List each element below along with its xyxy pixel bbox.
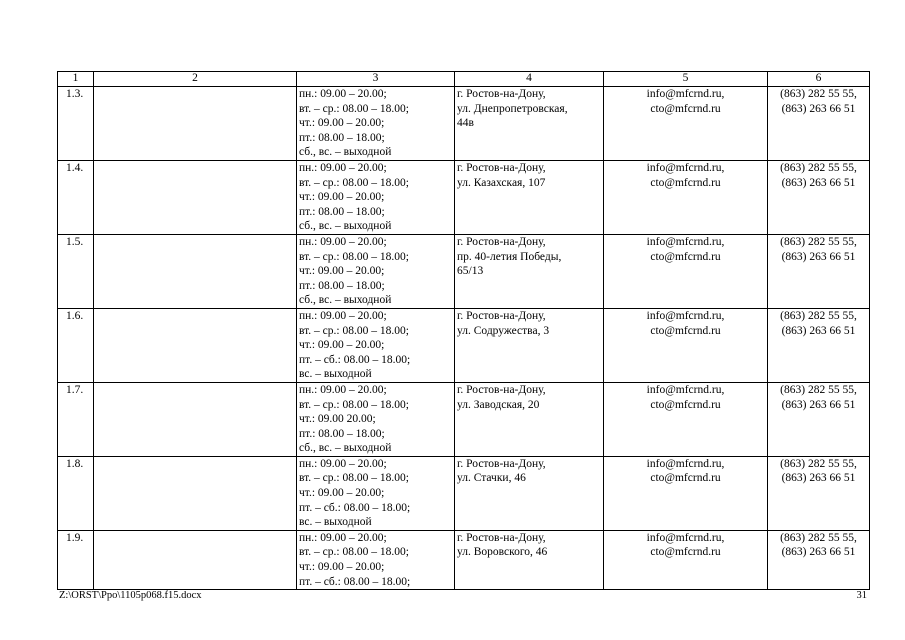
address-line: г. Ростов-на-Дону, (457, 309, 546, 322)
schedule-line: вт. – ср.: 08.00 – 18.00; (299, 102, 409, 115)
email-cell (604, 308, 768, 382)
schedule-line: вт. – ср.: 08.00 – 18.00; (299, 250, 409, 263)
phone-cell (768, 530, 870, 589)
schedule-cell (297, 87, 455, 161)
schedule-line: вс. – выходной (299, 516, 372, 529)
address-line: г. Ростов-на-Дону, (457, 88, 546, 100)
row-number-cell: 1.9. (58, 530, 94, 589)
phone-cell (768, 234, 870, 308)
schedule-line: сб., вс. – выходной (299, 146, 392, 159)
table-row (58, 161, 870, 235)
name-cell (94, 530, 297, 589)
email-cell (604, 234, 768, 308)
schedule-line: пн.: 09.00 – 20.00; (299, 383, 387, 396)
column-header-6: 6 (768, 72, 870, 87)
table-body (58, 87, 870, 590)
email-cell (604, 456, 768, 530)
address-cell (455, 161, 604, 235)
row-number-cell: 1.3. (58, 87, 94, 161)
schedule-cell (297, 456, 455, 530)
schedule-cell (297, 308, 455, 382)
table-row (58, 87, 870, 161)
row-number-cell: 1.5. (58, 234, 94, 308)
phone-cell (768, 456, 870, 530)
email-line: info@mfcrnd.ru, (646, 531, 725, 544)
address-line: 65/13 (457, 265, 484, 278)
schedule-line: пн.: 09.00 – 20.00; (299, 235, 387, 248)
email-line: cto@mfcrnd.ru (650, 250, 721, 263)
email-line: info@mfcrnd.ru, (646, 88, 725, 100)
address-line: г. Ростов-на-Дону, (457, 531, 546, 544)
address-line: 44в (457, 117, 474, 130)
email-line: cto@mfcrnd.ru (650, 546, 721, 559)
email-line: info@mfcrnd.ru, (646, 309, 725, 322)
schedule-cell (297, 234, 455, 308)
address-cell (455, 456, 604, 530)
phone-line: (863) 282 55 55, (780, 162, 857, 174)
email-cell (604, 530, 768, 589)
phone-line: (863) 282 55 55, (780, 88, 857, 100)
schedule-line: сб., вс. – выходной (299, 220, 392, 233)
name-cell (94, 308, 297, 382)
schedule-cell (297, 382, 455, 456)
phone-line: (863) 282 55 55, (780, 457, 857, 470)
schedule-line: вт. – ср.: 08.00 – 18.00; (299, 546, 409, 559)
column-header-2: 2 (94, 72, 297, 87)
row-number-cell: 1.6. (58, 308, 94, 382)
phone-line: (863) 263 66 51 (781, 546, 856, 559)
phone-line: (863) 263 66 51 (781, 102, 856, 115)
schedule-line: пт.: 08.00 – 18.00; (299, 279, 385, 292)
schedule-line: пт.: 08.00 – 18.00; (299, 131, 385, 144)
address-line: ул. Казахская, 107 (457, 176, 546, 189)
name-cell (94, 87, 297, 161)
schedule-line: чт.: 09.00 – 20.00; (299, 117, 385, 130)
table-row (58, 456, 870, 530)
email-cell (604, 87, 768, 161)
row-number-cell: 1.8. (58, 456, 94, 530)
column-header-5: 5 (604, 72, 768, 87)
email-cell (604, 161, 768, 235)
address-cell (455, 234, 604, 308)
schedule-cell (297, 161, 455, 235)
phone-line: (863) 282 55 55, (780, 383, 857, 396)
phone-line: (863) 263 66 51 (781, 250, 856, 263)
schedule-line: вт. – ср.: 08.00 – 18.00; (299, 176, 409, 189)
address-cell (455, 87, 604, 161)
address-line: ул. Днепропетровская, (457, 102, 568, 115)
email-line: cto@mfcrnd.ru (650, 176, 721, 189)
phone-cell (768, 87, 870, 161)
schedule-line: пт. – сб.: 08.00 – 18.00; (299, 353, 411, 366)
address-line: г. Ростов-на-Дону, (457, 457, 546, 470)
address-cell (455, 382, 604, 456)
phone-line: (863) 263 66 51 (781, 324, 856, 337)
schedule-line: пт. – сб.: 08.00 – 18.00; (299, 501, 411, 514)
schedule-line: чт.: 09.00 – 20.00; (299, 265, 385, 278)
row-number-cell: 1.7. (58, 382, 94, 456)
address-line: пр. 40-летия Победы, (457, 250, 562, 263)
column-header-4: 4 (455, 72, 604, 87)
schedule-cell (297, 530, 455, 589)
footer-page-number: 31 (856, 590, 867, 601)
name-cell (94, 456, 297, 530)
schedule-line: сб., вс. – выходной (299, 442, 392, 455)
table-row (58, 234, 870, 308)
email-line: info@mfcrnd.ru, (646, 162, 725, 174)
address-line: ул. Стачки, 46 (457, 472, 526, 485)
table-header-row (58, 72, 870, 87)
schedule-line: пт.: 08.00 – 18.00; (299, 205, 385, 218)
email-cell (604, 382, 768, 456)
email-line: info@mfcrnd.ru, (646, 235, 725, 248)
phone-line: (863) 282 55 55, (780, 531, 857, 544)
schedule-line: сб., вс. – выходной (299, 294, 392, 307)
schedule-line: пн.: 09.00 – 20.00; (299, 309, 387, 322)
address-line: ул. Воровского, 46 (457, 546, 548, 559)
schedule-line: чт.: 09.00 – 20.00; (299, 339, 385, 352)
schedule-line: вт. – ср.: 08.00 – 18.00; (299, 324, 409, 337)
schedule-line: чт.: 09.00 20.00; (299, 413, 376, 426)
address-cell (455, 530, 604, 589)
name-cell (94, 382, 297, 456)
schedule-line: пн.: 09.00 – 20.00; (299, 457, 387, 470)
table-row (58, 382, 870, 456)
document-table (57, 71, 870, 590)
phone-line: (863) 263 66 51 (781, 472, 856, 485)
phone-cell (768, 161, 870, 235)
address-line: ул. Содружества, 3 (457, 324, 550, 337)
column-header-1: 1 (58, 72, 94, 87)
schedule-line: чт.: 09.00 – 20.00; (299, 561, 385, 574)
name-cell (94, 161, 297, 235)
phone-cell (768, 308, 870, 382)
schedule-line: чт.: 09.00 – 20.00; (299, 191, 385, 204)
phone-line: (863) 263 66 51 (781, 398, 856, 411)
address-line: г. Ростов-на-Дону, (457, 162, 546, 174)
schedule-line: чт.: 09.00 – 20.00; (299, 487, 385, 500)
name-cell (94, 234, 297, 308)
phone-line: (863) 282 55 55, (780, 235, 857, 248)
row-number-cell: 1.4. (58, 161, 94, 235)
phone-line: (863) 263 66 51 (781, 176, 856, 189)
email-line: cto@mfcrnd.ru (650, 102, 721, 115)
schedule-line: вт. – ср.: 08.00 – 18.00; (299, 398, 409, 411)
email-line: cto@mfcrnd.ru (650, 472, 721, 485)
address-line: г. Ростов-на-Дону, (457, 383, 546, 396)
column-header-3: 3 (297, 72, 455, 87)
schedule-line: пн.: 09.00 – 20.00; (299, 162, 387, 174)
email-line: info@mfcrnd.ru, (646, 383, 725, 396)
schedule-line: вт. – ср.: 08.00 – 18.00; (299, 472, 409, 485)
schedule-line: пн.: 09.00 – 20.00; (299, 88, 387, 100)
email-line: cto@mfcrnd.ru (650, 398, 721, 411)
email-line: cto@mfcrnd.ru (650, 324, 721, 337)
table-row (58, 308, 870, 382)
email-line: info@mfcrnd.ru, (646, 457, 725, 470)
schedule-line: вс. – выходной (299, 368, 372, 381)
address-line: г. Ростов-на-Дону, (457, 235, 546, 248)
address-line: ул. Заводская, 20 (457, 398, 540, 411)
schedule-line: пт.: 08.00 – 18.00; (299, 427, 385, 440)
schedule-line: пн.: 09.00 – 20.00; (299, 531, 387, 544)
schedule-line: пт. – сб.: 08.00 – 18.00; (299, 575, 411, 588)
phone-cell (768, 382, 870, 456)
phone-line: (863) 282 55 55, (780, 309, 857, 322)
table-row (58, 530, 870, 589)
footer-file-path: Z:\ORST\Ppo\1105p068.f15.docx (59, 590, 202, 601)
address-cell (455, 308, 604, 382)
page-footer (59, 589, 867, 603)
